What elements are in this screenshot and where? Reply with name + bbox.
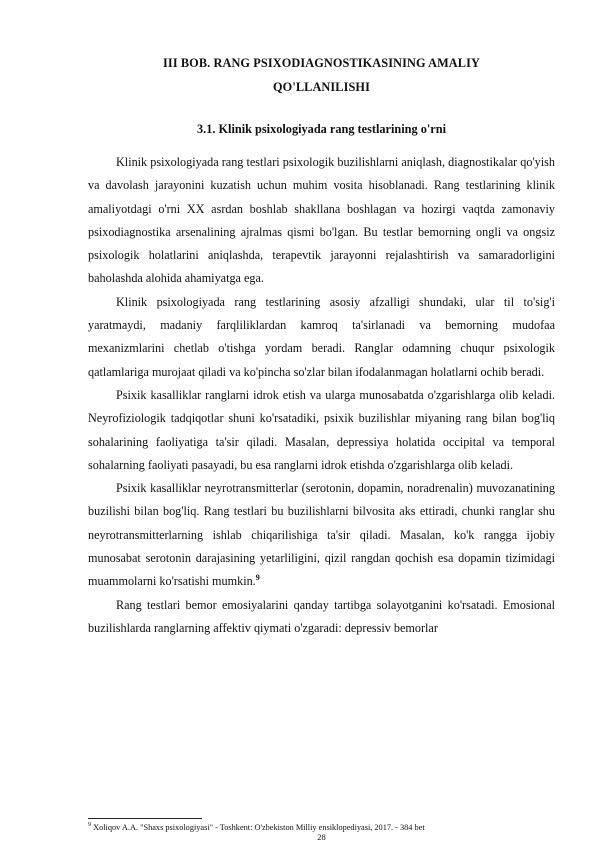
footnote-number: 9 (88, 822, 91, 829)
paragraph-1: Klinik psixologiyada rang testlari psixologik buzilishlarni aniqlash, diagnostikalar qo'yish va davolash jarayonini kuzatish uchun muhim vosita hisoblanadi. Rang testlarining klinik amaliyotdagi o'rni XX asrdan boshlab shakllana boshlagan va hozirgi vaqtda zamonaviy psixodiagnostika arsenalining ajralmas qismi bo'lgan. Bu testlar bemorning ongli va ongsiz psixologik holatlarini aniqlashda, terapevtik jarayonni rejalashtirish va samaradorligini baholashda alohida ahamiyatga ega. (88, 155, 555, 286)
footnote-text: Xoliqov A.A. "Shaxs psixologiyasi" - Toshkent: O'zbekiston Milliy ensiklopediyasi, 2017. - 384 bet (93, 823, 425, 832)
paragraph-5: Rang testlari bemor emosiyalarini qanday tartibga solayotganini ko'rsatadi. Emosional buzilishlarda ranglarning affektiv qiymati o'zgaradi: depressiv bemorlar (88, 597, 555, 635)
body-text (88, 151, 555, 640)
section-title: 3.1. Klinik psixologiyada rang testlarining o'rni (196, 122, 447, 136)
paragraph-3: Psixik kasalliklar ranglarni idrok etish va ularga munosabatda o'zgarishlarga olib keladi. Neyrofiziologik tadqiqotlar shuni ko'rsatadiki, psixik buzilishlar miyaning rang bilan bog'liq sohalarining faoliyatiga ta'sir qiladi. Masalan, depressiya holatida occipital va temporal sohalarning faoliyati pasayadi, bu esa ranglarni idrok etishda o'zgarishlarga olib keladi. (88, 387, 555, 472)
page-number: 28 (317, 832, 326, 842)
paragraph-4 (88, 477, 555, 593)
chapter-title-line-1: III BOB. RANG PSIXODIAGNOSTIKASINING AMALIY (163, 56, 480, 70)
footnote-reference[interactable]: 9 (255, 573, 260, 583)
footnote-divider (88, 818, 202, 819)
chapter-title-line-2: QO'LLANILISHI (273, 80, 370, 94)
paragraph-4-text: Psixik kasalliklar neyrotransmitterlar (serotonin, dopamin, noradrenalin) muvozanatining buzilishi bilan bog'liq. Rang testlari bu buzilishlarni bilvosita aks ettiradi, chunki ranglar shu neyrotransmitterlarning ishlab chiqarilishiga ta'sir qiladi. Masalan, ko'k rangga ijobiy munosabat serotonin darajasining yetarliligini, qizil rangdan qochish esa dopamin tizimidagi muammolarni ko'rsatishi mumkin. (88, 481, 555, 589)
paragraph-2: Klinik psixologiyada rang testlarining asosiy afzalligi shundaki, ular til to'sig'i yaratmaydi, madaniy farqliliklardan kamroq ta'sirlanadi va bemorning mudofaa mexanizmlarini chetlab o'tishga yordam beradi. Ranglar odamning chuqur psixologik qatlamlariga murojaat qiladi va ko'pincha so'zlar bilan ifodalanmagan holatlarni ochib beradi. (88, 294, 555, 379)
